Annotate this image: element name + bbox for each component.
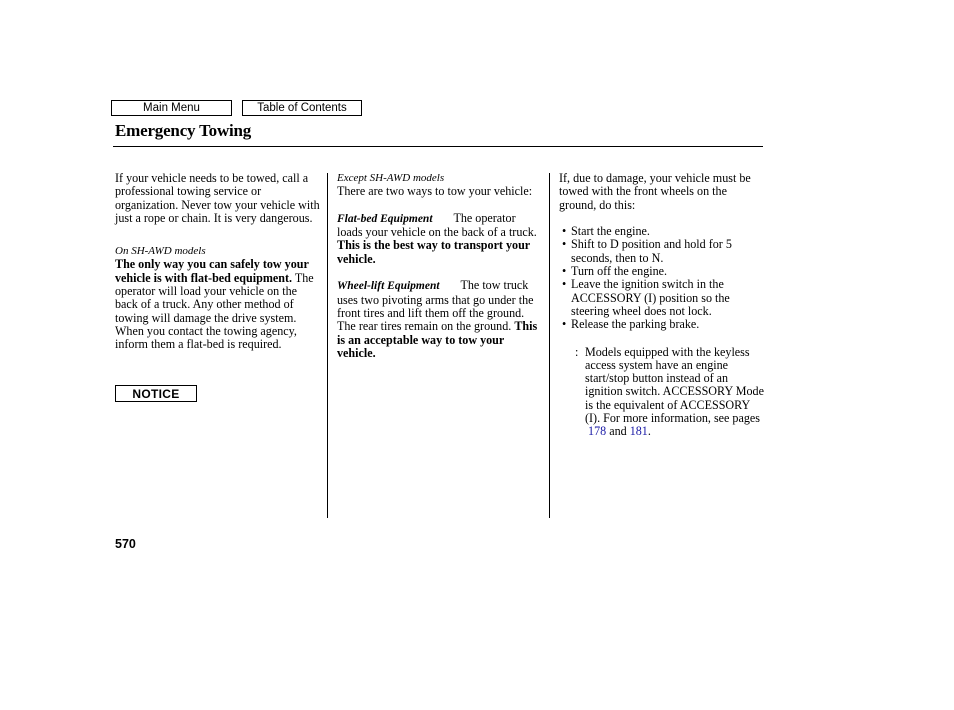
- column-middle: [337, 172, 543, 360]
- intro-paragraph: If, due to damage, your vehicle must be towed with the front wheels on the ground, do this:: [559, 171, 751, 212]
- page-link-181[interactable]: 181: [629, 424, 648, 439]
- wheellift-bold: This is an acceptable way to tow your vehicle.: [337, 319, 538, 360]
- model-label: On SH-AWD models: [115, 245, 206, 258]
- wheellift-body: The tow truck uses two pivoting arms that go under the front tires and lift them off the ground. The rear tires remain on the ground.: [337, 278, 534, 334]
- period: .: [647, 424, 651, 439]
- sh-awd-paragraph: [115, 258, 320, 351]
- list-item: • Start the engine.: [559, 225, 765, 238]
- wheellift-paragraph: [337, 279, 543, 360]
- column-left: [115, 172, 320, 352]
- table-of-contents-button[interactable]: Table of Contents: [242, 100, 362, 116]
- column-right: [559, 172, 765, 439]
- main-menu-button[interactable]: Main Menu: [111, 100, 232, 116]
- footnote-marker: :: [575, 344, 579, 359]
- flatbed-heading: Flat-bed Equipment: [337, 212, 433, 225]
- list-item: • Turn off the engine.: [559, 265, 765, 278]
- and-text: and: [609, 424, 627, 439]
- list-item: • Shift to D position and hold for 5 seconds, then to N.: [559, 238, 765, 265]
- steps-list: [559, 225, 765, 331]
- page-link-178[interactable]: 178: [588, 424, 607, 439]
- footnote-text: Models equipped with the keyless access system have an engine start/stop button instead of an ignition switch. ACCESSORY Mode is the equivalent of ACCESSORY (I). For more information, see pages: [585, 344, 764, 426]
- page-title: Emergency Towing: [115, 121, 252, 140]
- wheellift-heading: Wheel-lift Equipment: [337, 280, 440, 293]
- list-item: • Release the parking brake.: [559, 318, 765, 331]
- bold-warning: The only way you can safely tow your vehicle is with flat-bed equipment.: [115, 257, 309, 285]
- page-number: 570: [115, 537, 136, 551]
- list-item: • Leave the ignition switch in the ACCESSORY (I) position so the steering wheel does not lock.: [559, 278, 765, 318]
- footnote: [559, 346, 765, 439]
- flatbed-body: The operator loads your vehicle on the back of a truck.: [337, 210, 537, 240]
- flatbed-paragraph: [337, 212, 543, 266]
- notice-link-button[interactable]: NOTICE: [115, 385, 197, 402]
- body-text: The operator will load your vehicle on the back of a truck. Any other method of towing will damage the drive system. When you contact the towing agency, inform them a flat-bed is required.: [115, 270, 314, 352]
- column-divider: [549, 173, 550, 518]
- flatbed-bold: This is the best way to transport your vehicle.: [337, 238, 530, 266]
- intro-paragraph: There are two ways to tow your vehicle:: [337, 184, 533, 199]
- column-divider: [327, 173, 328, 518]
- intro-paragraph: If your vehicle needs to be towed, call a professional towing service or organization. Never tow your vehicle with just a rope or chain. It is very dangerous.: [115, 171, 320, 225]
- title-rule: [113, 146, 763, 147]
- model-label: Except SH-AWD models: [337, 172, 445, 184]
